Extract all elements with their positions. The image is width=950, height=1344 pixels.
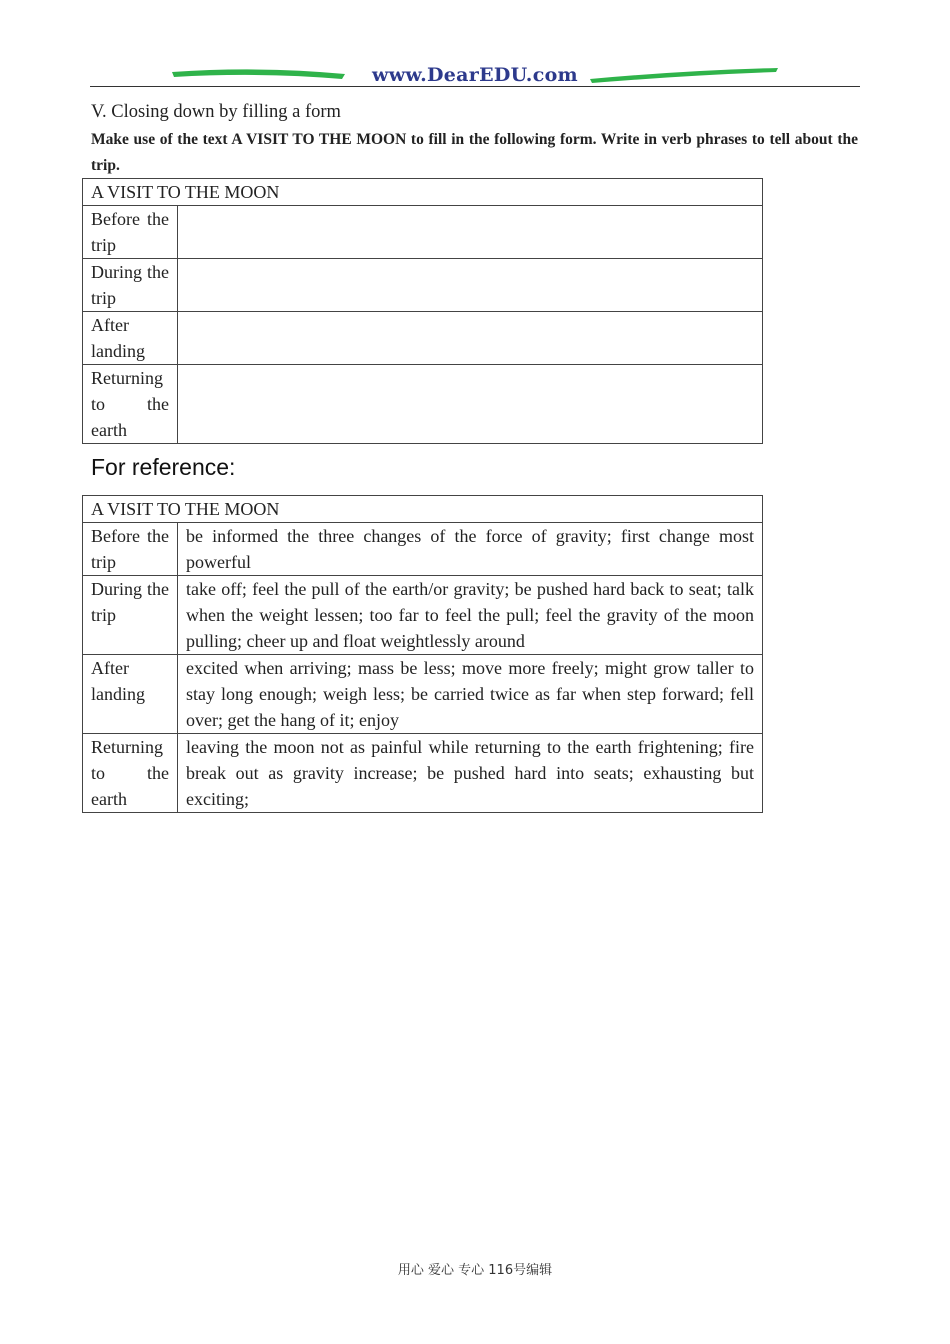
row-answer-field[interactable] [178,312,763,365]
row-label: After landing [83,312,178,365]
blank-form-table [82,178,763,444]
row-label: During the trip [83,259,178,312]
row-label: Before the trip [83,523,178,576]
row-answer-field[interactable] [178,365,763,444]
site-logo-text: www.DearEDU.com [372,64,578,86]
table-row [83,576,763,655]
row-label: Before the trip [83,206,178,259]
row-label: During the trip [83,576,178,655]
table-row [83,259,763,312]
page-header [90,62,860,88]
row-answer-field[interactable] [178,259,763,312]
table-row [83,655,763,734]
row-label: Returning to the earth [83,365,178,444]
reference-heading: For reference: [91,454,236,480]
row-content: take off; feel the pull of the earth/or gravity; be pushed hard back to seat; talk when the weight lessen; too far to feel the pull; feel the gravity of the moon pulling; cheer up and float weightlessly around [178,576,763,655]
header-rule [90,86,860,87]
reference-form-title: A VISIT TO THE MOON [83,496,763,523]
table-row [83,496,763,523]
row-label: Returning to the earth [83,734,178,813]
table-row [83,734,763,813]
table-row [83,523,763,576]
row-content: excited when arriving; mass be less; move more freely; might grow taller to stay long enough; weigh less; be carried twice as far when step forward; fell over; get the hang of it; enjoy [178,655,763,734]
page-footer: 用心 爱心 专心 116号编辑 [397,1263,553,1278]
row-label: After landing [83,655,178,734]
section-heading: V. Closing down by filling a form [91,102,341,122]
reference-form-table [82,495,763,813]
row-content: be informed the three changes of the force of gravity; first change most powerful [178,523,763,576]
instruction-text: Make use of the text A VISIT TO THE MOON to fill in the following form. Write in verb phrases to tell about the trip. [91,131,858,174]
blank-form-title: A VISIT TO THE MOON [83,179,763,206]
table-row [83,206,763,259]
table-row [83,179,763,206]
row-answer-field[interactable] [178,206,763,259]
table-row [83,365,763,444]
table-row [83,312,763,365]
row-content: leaving the moon not as painful while returning to the earth frightening; fire break out as gravity increase; be pushed hard into seats; exhausting but exciting; [178,734,763,813]
